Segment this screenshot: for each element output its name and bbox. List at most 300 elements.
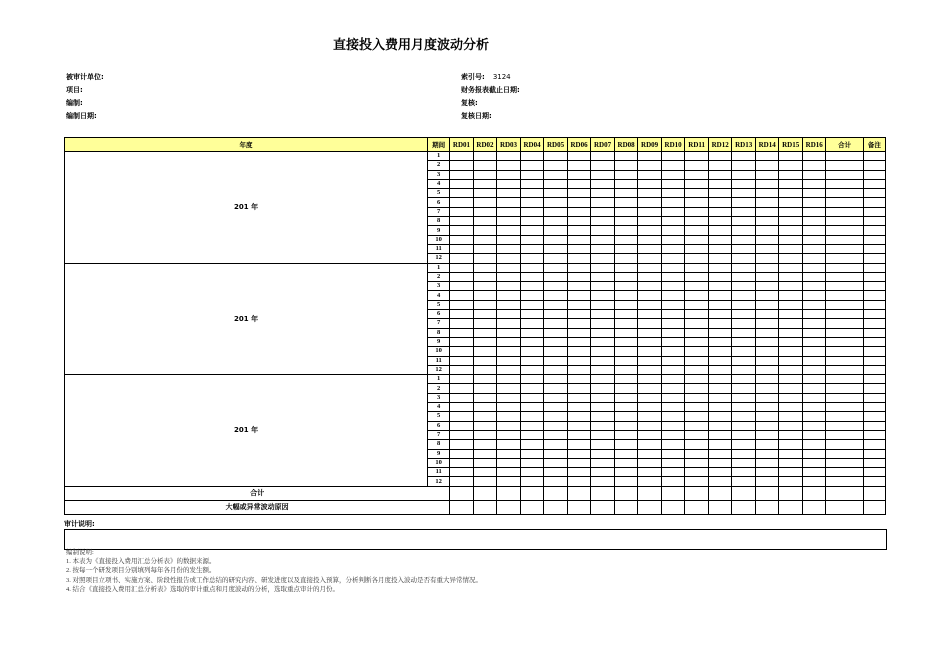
data-cell[interactable]: [473, 152, 497, 161]
data-cell[interactable]: [661, 375, 685, 384]
data-cell[interactable]: [473, 282, 497, 291]
data-cell[interactable]: [567, 375, 591, 384]
data-cell[interactable]: [732, 500, 756, 514]
data-cell[interactable]: [685, 421, 709, 430]
data-cell[interactable]: [732, 347, 756, 356]
data-cell[interactable]: [685, 337, 709, 346]
data-cell[interactable]: [661, 263, 685, 272]
data-cell[interactable]: [863, 310, 885, 319]
data-cell[interactable]: [567, 235, 591, 244]
data-cell[interactable]: [450, 310, 474, 319]
data-cell[interactable]: [450, 152, 474, 161]
data-cell[interactable]: [450, 393, 474, 402]
data-cell[interactable]: [708, 384, 732, 393]
data-cell[interactable]: [826, 179, 863, 188]
data-cell[interactable]: [450, 235, 474, 244]
data-cell[interactable]: [567, 254, 591, 263]
data-cell[interactable]: [826, 477, 863, 486]
data-cell[interactable]: [450, 244, 474, 253]
data-cell[interactable]: [567, 500, 591, 514]
data-cell[interactable]: [755, 217, 779, 226]
data-cell[interactable]: [450, 458, 474, 467]
data-cell[interactable]: [826, 421, 863, 430]
data-cell[interactable]: [497, 384, 521, 393]
data-cell[interactable]: [614, 449, 638, 458]
data-cell[interactable]: [638, 440, 662, 449]
data-cell[interactable]: [473, 458, 497, 467]
data-cell[interactable]: [638, 393, 662, 402]
data-cell[interactable]: [863, 254, 885, 263]
data-cell[interactable]: [755, 337, 779, 346]
data-cell[interactable]: [520, 500, 544, 514]
data-cell[interactable]: [638, 272, 662, 281]
data-cell[interactable]: [497, 375, 521, 384]
data-cell[interactable]: [802, 500, 826, 514]
data-cell[interactable]: [638, 421, 662, 430]
data-cell[interactable]: [708, 393, 732, 402]
data-cell[interactable]: [732, 375, 756, 384]
data-cell[interactable]: [591, 217, 615, 226]
data-cell[interactable]: [567, 403, 591, 412]
data-cell[interactable]: [544, 319, 568, 328]
data-cell[interactable]: [826, 393, 863, 402]
data-cell[interactable]: [614, 310, 638, 319]
data-cell[interactable]: [520, 189, 544, 198]
data-cell[interactable]: [473, 310, 497, 319]
data-cell[interactable]: [732, 161, 756, 170]
data-cell[interactable]: [473, 468, 497, 477]
data-cell[interactable]: [473, 328, 497, 337]
data-cell[interactable]: [567, 468, 591, 477]
data-cell[interactable]: [732, 328, 756, 337]
data-cell[interactable]: [826, 319, 863, 328]
data-cell[interactable]: [473, 486, 497, 500]
data-cell[interactable]: [826, 486, 863, 500]
data-cell[interactable]: [661, 430, 685, 439]
data-cell[interactable]: [708, 170, 732, 179]
data-cell[interactable]: [755, 430, 779, 439]
data-cell[interactable]: [638, 198, 662, 207]
data-cell[interactable]: [826, 207, 863, 216]
data-cell[interactable]: [732, 449, 756, 458]
data-cell[interactable]: [732, 254, 756, 263]
data-cell[interactable]: [661, 310, 685, 319]
data-cell[interactable]: [755, 291, 779, 300]
data-cell[interactable]: [755, 254, 779, 263]
data-cell[interactable]: [450, 477, 474, 486]
data-cell[interactable]: [863, 263, 885, 272]
data-cell[interactable]: [638, 254, 662, 263]
data-cell[interactable]: [614, 486, 638, 500]
data-cell[interactable]: [732, 310, 756, 319]
data-cell[interactable]: [473, 198, 497, 207]
data-cell[interactable]: [708, 319, 732, 328]
data-cell[interactable]: [520, 328, 544, 337]
data-cell[interactable]: [544, 254, 568, 263]
data-cell[interactable]: [732, 300, 756, 309]
data-cell[interactable]: [802, 375, 826, 384]
data-cell[interactable]: [732, 393, 756, 402]
data-cell[interactable]: [614, 226, 638, 235]
data-cell[interactable]: [614, 468, 638, 477]
data-cell[interactable]: [450, 189, 474, 198]
data-cell[interactable]: [685, 235, 709, 244]
data-cell[interactable]: [450, 384, 474, 393]
data-cell[interactable]: [708, 217, 732, 226]
data-cell[interactable]: [779, 328, 803, 337]
data-cell[interactable]: [497, 347, 521, 356]
data-cell[interactable]: [567, 356, 591, 365]
data-cell[interactable]: [544, 337, 568, 346]
data-cell[interactable]: [732, 458, 756, 467]
data-cell[interactable]: [520, 226, 544, 235]
data-cell[interactable]: [450, 300, 474, 309]
data-cell[interactable]: [661, 179, 685, 188]
data-cell[interactable]: [755, 272, 779, 281]
data-cell[interactable]: [863, 412, 885, 421]
data-cell[interactable]: [567, 226, 591, 235]
data-cell[interactable]: [473, 375, 497, 384]
data-cell[interactable]: [614, 412, 638, 421]
data-cell[interactable]: [708, 403, 732, 412]
data-cell[interactable]: [638, 384, 662, 393]
data-cell[interactable]: [755, 393, 779, 402]
data-cell[interactable]: [450, 179, 474, 188]
data-cell[interactable]: [863, 486, 885, 500]
data-cell[interactable]: [520, 440, 544, 449]
data-cell[interactable]: [450, 403, 474, 412]
data-cell[interactable]: [863, 375, 885, 384]
data-cell[interactable]: [638, 235, 662, 244]
data-cell[interactable]: [638, 282, 662, 291]
data-cell[interactable]: [614, 254, 638, 263]
data-cell[interactable]: [802, 468, 826, 477]
data-cell[interactable]: [826, 254, 863, 263]
data-cell[interactable]: [638, 328, 662, 337]
data-cell[interactable]: [755, 421, 779, 430]
data-cell[interactable]: [544, 170, 568, 179]
data-cell[interactable]: [661, 254, 685, 263]
data-cell[interactable]: [863, 235, 885, 244]
data-cell[interactable]: [614, 500, 638, 514]
data-cell[interactable]: [826, 328, 863, 337]
data-cell[interactable]: [473, 170, 497, 179]
data-cell[interactable]: [544, 235, 568, 244]
data-cell[interactable]: [802, 179, 826, 188]
data-cell[interactable]: [614, 365, 638, 374]
data-cell[interactable]: [450, 365, 474, 374]
data-cell[interactable]: [520, 263, 544, 272]
data-cell[interactable]: [473, 347, 497, 356]
data-cell[interactable]: [708, 449, 732, 458]
data-cell[interactable]: [779, 356, 803, 365]
data-cell[interactable]: [755, 282, 779, 291]
data-cell[interactable]: [661, 393, 685, 402]
data-cell[interactable]: [708, 430, 732, 439]
data-cell[interactable]: [685, 198, 709, 207]
data-cell[interactable]: [685, 161, 709, 170]
data-cell[interactable]: [544, 272, 568, 281]
data-cell[interactable]: [708, 198, 732, 207]
data-cell[interactable]: [473, 449, 497, 458]
data-cell[interactable]: [863, 198, 885, 207]
data-cell[interactable]: [473, 477, 497, 486]
data-cell[interactable]: [863, 365, 885, 374]
data-cell[interactable]: [591, 310, 615, 319]
data-cell[interactable]: [661, 300, 685, 309]
data-cell[interactable]: [685, 430, 709, 439]
data-cell[interactable]: [826, 412, 863, 421]
data-cell[interactable]: [755, 226, 779, 235]
data-cell[interactable]: [591, 347, 615, 356]
data-cell[interactable]: [802, 449, 826, 458]
data-cell[interactable]: [708, 179, 732, 188]
data-cell[interactable]: [863, 300, 885, 309]
data-cell[interactable]: [520, 486, 544, 500]
data-cell[interactable]: [708, 328, 732, 337]
data-cell[interactable]: [544, 500, 568, 514]
data-cell[interactable]: [591, 403, 615, 412]
data-cell[interactable]: [450, 254, 474, 263]
data-cell[interactable]: [544, 393, 568, 402]
data-cell[interactable]: [685, 468, 709, 477]
data-cell[interactable]: [863, 468, 885, 477]
data-cell[interactable]: [591, 458, 615, 467]
data-cell[interactable]: [732, 282, 756, 291]
data-cell[interactable]: [544, 375, 568, 384]
data-cell[interactable]: [638, 365, 662, 374]
data-cell[interactable]: [826, 217, 863, 226]
data-cell[interactable]: [614, 189, 638, 198]
data-cell[interactable]: [685, 170, 709, 179]
data-cell[interactable]: [708, 235, 732, 244]
data-cell[interactable]: [567, 272, 591, 281]
data-cell[interactable]: [779, 217, 803, 226]
data-cell[interactable]: [661, 458, 685, 467]
data-cell[interactable]: [661, 161, 685, 170]
data-cell[interactable]: [638, 449, 662, 458]
data-cell[interactable]: [520, 468, 544, 477]
data-cell[interactable]: [779, 263, 803, 272]
data-cell[interactable]: [497, 449, 521, 458]
data-cell[interactable]: [567, 291, 591, 300]
data-cell[interactable]: [755, 403, 779, 412]
data-cell[interactable]: [614, 384, 638, 393]
data-cell[interactable]: [520, 384, 544, 393]
data-cell[interactable]: [497, 226, 521, 235]
data-cell[interactable]: [755, 170, 779, 179]
data-cell[interactable]: [732, 440, 756, 449]
data-cell[interactable]: [826, 440, 863, 449]
data-cell[interactable]: [520, 217, 544, 226]
data-cell[interactable]: [497, 477, 521, 486]
data-cell[interactable]: [661, 477, 685, 486]
data-cell[interactable]: [779, 477, 803, 486]
data-cell[interactable]: [520, 282, 544, 291]
data-cell[interactable]: [661, 244, 685, 253]
data-cell[interactable]: [685, 244, 709, 253]
data-cell[interactable]: [779, 282, 803, 291]
data-cell[interactable]: [450, 161, 474, 170]
data-cell[interactable]: [779, 170, 803, 179]
data-cell[interactable]: [863, 152, 885, 161]
data-cell[interactable]: [614, 170, 638, 179]
data-cell[interactable]: [614, 272, 638, 281]
data-cell[interactable]: [863, 170, 885, 179]
data-cell[interactable]: [802, 291, 826, 300]
data-cell[interactable]: [802, 356, 826, 365]
data-cell[interactable]: [779, 375, 803, 384]
data-cell[interactable]: [685, 207, 709, 216]
data-cell[interactable]: [779, 179, 803, 188]
data-cell[interactable]: [685, 272, 709, 281]
data-cell[interactable]: [567, 365, 591, 374]
data-cell[interactable]: [863, 430, 885, 439]
data-cell[interactable]: [708, 365, 732, 374]
data-cell[interactable]: [779, 254, 803, 263]
data-cell[interactable]: [661, 365, 685, 374]
data-cell[interactable]: [779, 244, 803, 253]
data-cell[interactable]: [826, 161, 863, 170]
data-cell[interactable]: [826, 384, 863, 393]
data-cell[interactable]: [544, 477, 568, 486]
data-cell[interactable]: [732, 291, 756, 300]
data-cell[interactable]: [732, 403, 756, 412]
data-cell[interactable]: [473, 179, 497, 188]
data-cell[interactable]: [450, 328, 474, 337]
data-cell[interactable]: [638, 161, 662, 170]
data-cell[interactable]: [497, 235, 521, 244]
data-cell[interactable]: [638, 207, 662, 216]
data-cell[interactable]: [708, 300, 732, 309]
data-cell[interactable]: [497, 179, 521, 188]
data-cell[interactable]: [661, 282, 685, 291]
data-cell[interactable]: [732, 189, 756, 198]
data-cell[interactable]: [614, 179, 638, 188]
data-cell[interactable]: [591, 319, 615, 328]
data-cell[interactable]: [520, 375, 544, 384]
data-cell[interactable]: [614, 356, 638, 365]
data-cell[interactable]: [708, 421, 732, 430]
data-cell[interactable]: [755, 365, 779, 374]
data-cell[interactable]: [779, 440, 803, 449]
data-cell[interactable]: [497, 207, 521, 216]
data-cell[interactable]: [685, 179, 709, 188]
data-cell[interactable]: [802, 170, 826, 179]
data-cell[interactable]: [450, 412, 474, 421]
data-cell[interactable]: [520, 291, 544, 300]
data-cell[interactable]: [661, 384, 685, 393]
data-cell[interactable]: [567, 421, 591, 430]
data-cell[interactable]: [863, 226, 885, 235]
data-cell[interactable]: [497, 500, 521, 514]
data-cell[interactable]: [567, 189, 591, 198]
data-cell[interactable]: [450, 486, 474, 500]
data-cell[interactable]: [638, 412, 662, 421]
data-cell[interactable]: [708, 254, 732, 263]
data-cell[interactable]: [755, 161, 779, 170]
data-cell[interactable]: [779, 384, 803, 393]
data-cell[interactable]: [826, 403, 863, 412]
data-cell[interactable]: [685, 152, 709, 161]
data-cell[interactable]: [497, 356, 521, 365]
data-cell[interactable]: [614, 235, 638, 244]
data-cell[interactable]: [520, 458, 544, 467]
data-cell[interactable]: [567, 170, 591, 179]
data-cell[interactable]: [638, 458, 662, 467]
data-cell[interactable]: [591, 161, 615, 170]
data-cell[interactable]: [732, 430, 756, 439]
data-cell[interactable]: [591, 226, 615, 235]
data-cell[interactable]: [802, 310, 826, 319]
data-cell[interactable]: [685, 449, 709, 458]
data-cell[interactable]: [638, 170, 662, 179]
data-cell[interactable]: [591, 179, 615, 188]
data-cell[interactable]: [826, 235, 863, 244]
data-cell[interactable]: [863, 384, 885, 393]
data-cell[interactable]: [685, 282, 709, 291]
data-cell[interactable]: [661, 152, 685, 161]
data-cell[interactable]: [826, 152, 863, 161]
data-cell[interactable]: [591, 291, 615, 300]
data-cell[interactable]: [544, 263, 568, 272]
data-cell[interactable]: [614, 430, 638, 439]
data-cell[interactable]: [614, 291, 638, 300]
data-cell[interactable]: [755, 244, 779, 253]
data-cell[interactable]: [450, 337, 474, 346]
data-cell[interactable]: [497, 291, 521, 300]
data-cell[interactable]: [520, 198, 544, 207]
data-cell[interactable]: [473, 217, 497, 226]
data-cell[interactable]: [520, 254, 544, 263]
data-cell[interactable]: [614, 347, 638, 356]
data-cell[interactable]: [567, 486, 591, 500]
data-cell[interactable]: [802, 477, 826, 486]
data-cell[interactable]: [567, 449, 591, 458]
data-cell[interactable]: [544, 226, 568, 235]
data-cell[interactable]: [520, 272, 544, 281]
data-cell[interactable]: [826, 500, 863, 514]
data-cell[interactable]: [473, 403, 497, 412]
data-cell[interactable]: [802, 263, 826, 272]
data-cell[interactable]: [614, 319, 638, 328]
data-cell[interactable]: [544, 217, 568, 226]
data-cell[interactable]: [567, 412, 591, 421]
data-cell[interactable]: [544, 198, 568, 207]
data-cell[interactable]: [708, 356, 732, 365]
data-cell[interactable]: [520, 235, 544, 244]
data-cell[interactable]: [614, 161, 638, 170]
data-cell[interactable]: [473, 319, 497, 328]
data-cell[interactable]: [708, 337, 732, 346]
data-cell[interactable]: [732, 198, 756, 207]
data-cell[interactable]: [520, 161, 544, 170]
data-cell[interactable]: [732, 179, 756, 188]
data-cell[interactable]: [497, 412, 521, 421]
data-cell[interactable]: [497, 328, 521, 337]
data-cell[interactable]: [826, 375, 863, 384]
data-cell[interactable]: [779, 468, 803, 477]
data-cell[interactable]: [638, 403, 662, 412]
data-cell[interactable]: [802, 430, 826, 439]
data-cell[interactable]: [638, 300, 662, 309]
data-cell[interactable]: [863, 272, 885, 281]
data-cell[interactable]: [779, 272, 803, 281]
data-cell[interactable]: [863, 207, 885, 216]
data-cell[interactable]: [614, 217, 638, 226]
data-cell[interactable]: [685, 263, 709, 272]
data-cell[interactable]: [661, 189, 685, 198]
